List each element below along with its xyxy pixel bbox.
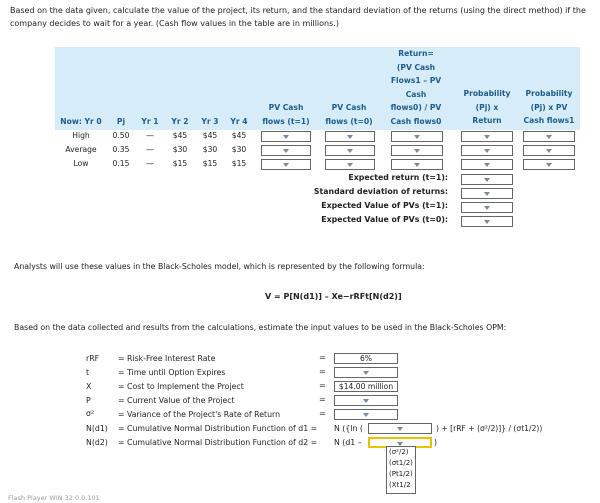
pv-t0-dropdown-average[interactable] — [325, 145, 375, 156]
header-now: Now: Yr 0 — [60, 117, 102, 126]
x-value-box[interactable]: $14.00 million — [334, 381, 398, 392]
return-dropdown-low[interactable] — [391, 159, 443, 170]
input-def-t: = Time until Option Expires — [118, 368, 226, 377]
chevron-down-icon — [397, 427, 403, 431]
chevron-down-icon — [283, 135, 289, 139]
row-low-yr1: — — [146, 159, 154, 168]
row-average-yr3: $30 — [202, 145, 218, 154]
chevron-down-icon — [484, 206, 490, 210]
header-pv-t0: PV Cash flows (t=0) — [325, 103, 373, 126]
black-scholes-formula: V = P[N(d1)] – Xe−rRFt[N(d2)] — [265, 292, 402, 301]
based-on-text: Based on the data collected and results from the calculations, estimate the input values to be used in the Black-Scholes OPM: — [14, 323, 507, 332]
chevron-down-icon — [414, 135, 420, 139]
prob-pv-dropdown-low[interactable] — [523, 159, 575, 170]
rrf-value-box[interactable]: 6% — [334, 353, 398, 364]
dropdown-option[interactable]: (Pt1/2) — [389, 470, 413, 478]
row-high-yr1: — — [146, 131, 154, 140]
ev-t1-dropdown[interactable] — [461, 202, 513, 213]
input-symbol-nd2: N(d2) — [86, 438, 108, 447]
header-yr4: Yr 4 — [230, 117, 248, 126]
equals-sign: = — [319, 367, 326, 376]
prob-return-dropdown-low[interactable] — [461, 159, 513, 170]
chevron-down-icon — [484, 135, 490, 139]
input-def-nd2: = Cumulative Normal Distribution Function of d2 = — [118, 438, 318, 447]
pv-t1-dropdown-average[interactable] — [261, 145, 311, 156]
expected-return-label: Expected return (t=1): — [348, 173, 448, 182]
row-low-yr4: $15 — [231, 159, 247, 168]
nd1-prefix: N ({ln ( — [334, 424, 363, 433]
prob-pv-dropdown-high[interactable] — [523, 131, 575, 142]
row-low-pj: 0.15 — [112, 159, 130, 168]
input-symbol-variance: σ² — [86, 409, 95, 418]
row-high-yr4: $45 — [231, 131, 247, 140]
dropdown-option[interactable]: (σ²/2) — [389, 448, 409, 456]
t-dropdown[interactable] — [334, 367, 398, 378]
chevron-down-icon — [546, 149, 552, 153]
row-average-yr1: — — [146, 145, 154, 154]
pv-t1-dropdown-high[interactable] — [261, 131, 311, 142]
chevron-down-icon — [283, 163, 289, 167]
chevron-down-icon — [484, 178, 490, 182]
pv-t1-dropdown-low[interactable] — [261, 159, 311, 170]
equals-sign: = — [319, 353, 326, 362]
chevron-down-icon — [484, 220, 490, 224]
chevron-down-icon — [347, 135, 353, 139]
return-dropdown-average[interactable] — [391, 145, 443, 156]
chevron-down-icon — [414, 163, 420, 167]
std-dev-label: Standard deviation of returns: — [313, 187, 448, 196]
equals-sign: = — [319, 409, 326, 418]
flash-player-version: Flash Player WIN 32.0.0.101 — [8, 494, 100, 502]
row-low-scenario: Low — [73, 159, 89, 168]
header-prob-return: Probability (Pj) x Return — [463, 89, 511, 125]
chevron-down-icon — [363, 413, 369, 417]
chevron-down-icon — [484, 163, 490, 167]
p-dropdown[interactable] — [334, 395, 398, 406]
prob-return-dropdown-high[interactable] — [461, 131, 513, 142]
header-pv-t1: PV Cash flows (t=1) — [262, 103, 310, 126]
input-def-x: = Cost to Implement the Project — [118, 382, 244, 391]
header-prob-pv: Probability (Pj) x PV Cash flows1 — [523, 89, 575, 125]
row-average-yr4: $30 — [231, 145, 247, 154]
row-high-pj: 0.50 — [112, 131, 130, 140]
instructions-text: Based on the data given, calculate the value of the project, its return, and the standard deviation of the returns (using the direct method) if the company decides to wait for a year. (Cash flow values in the table are in millions.) — [10, 6, 586, 28]
header-pj: Pj — [116, 117, 126, 126]
nd2-prefix: N (d1 – — [334, 438, 362, 447]
input-symbol-t: t — [86, 368, 90, 377]
ev-t1-label: Expected Value of PVs (t=1): — [321, 201, 448, 210]
input-def-rrf: = Risk-Free Interest Rate — [118, 354, 216, 363]
row-low-yr3: $15 — [202, 159, 218, 168]
row-high-yr2: $45 — [172, 131, 188, 140]
chevron-down-icon — [283, 149, 289, 153]
variance-dropdown[interactable] — [334, 409, 398, 420]
input-symbol-p: P — [86, 396, 91, 405]
equals-sign: = — [319, 395, 326, 404]
prob-pv-dropdown-average[interactable] — [523, 145, 575, 156]
pv-t0-dropdown-high[interactable] — [325, 131, 375, 142]
chevron-down-icon — [414, 149, 420, 153]
input-def-p: = Current Value of the Project — [118, 396, 235, 405]
chevron-down-icon — [484, 192, 490, 196]
row-average-pj: 0.35 — [112, 145, 130, 154]
prob-return-dropdown-average[interactable] — [461, 145, 513, 156]
expected-return-dropdown[interactable] — [461, 174, 513, 185]
input-symbol-rrf: rRF — [86, 354, 100, 363]
chevron-down-icon — [347, 149, 353, 153]
header-yr1: Yr 1 — [141, 117, 159, 126]
dropdown-option[interactable]: (Xt1/2 — [389, 481, 411, 489]
nd2-suffix: ) — [434, 438, 438, 447]
input-def-nd1: = Cumulative Normal Distribution Function of d1 = — [118, 424, 318, 433]
ev-t0-dropdown[interactable] — [461, 216, 513, 227]
nd1-dropdown[interactable] — [368, 423, 432, 434]
chevron-down-icon — [347, 163, 353, 167]
equals-sign: = — [319, 381, 326, 390]
input-symbol-nd1: N(d1) — [86, 424, 108, 433]
row-high-scenario: High — [72, 131, 90, 140]
chevron-down-icon — [484, 149, 490, 153]
chevron-down-icon — [363, 399, 369, 403]
nd2-dropdown-options — [386, 446, 416, 494]
ev-t0-label: Expected Value of PVs (t=0): — [321, 215, 448, 224]
row-low-yr2: $15 — [172, 159, 188, 168]
dropdown-option[interactable]: (σt1/2) — [389, 459, 413, 467]
std-dev-dropdown[interactable] — [461, 188, 513, 199]
row-high-yr3: $45 — [202, 131, 218, 140]
chevron-down-icon — [363, 371, 369, 375]
nd1-suffix: ) + [rRF + (σ²/2)]} / (σt1/2)) — [436, 424, 543, 433]
chevron-down-icon — [546, 135, 552, 139]
analysts-text: Analysts will use these values in the Black-Scholes model, which is represented by the following formula: — [14, 262, 425, 271]
header-yr3: Yr 3 — [201, 117, 219, 126]
pv-t0-dropdown-low[interactable] — [325, 159, 375, 170]
input-symbol-x: X — [86, 382, 92, 391]
row-average-yr2: $30 — [172, 145, 188, 154]
row-average-scenario: Average — [65, 145, 97, 154]
input-def-variance: = Variance of the Project's Rate of Return — [118, 410, 281, 419]
return-dropdown-high[interactable] — [391, 131, 443, 142]
chevron-down-icon — [546, 163, 552, 167]
header-return: Return= (PV Cash Flows1 – PV Cash flows0) / PV Cash flows0 — [390, 49, 442, 126]
header-yr2: Yr 2 — [171, 117, 189, 126]
